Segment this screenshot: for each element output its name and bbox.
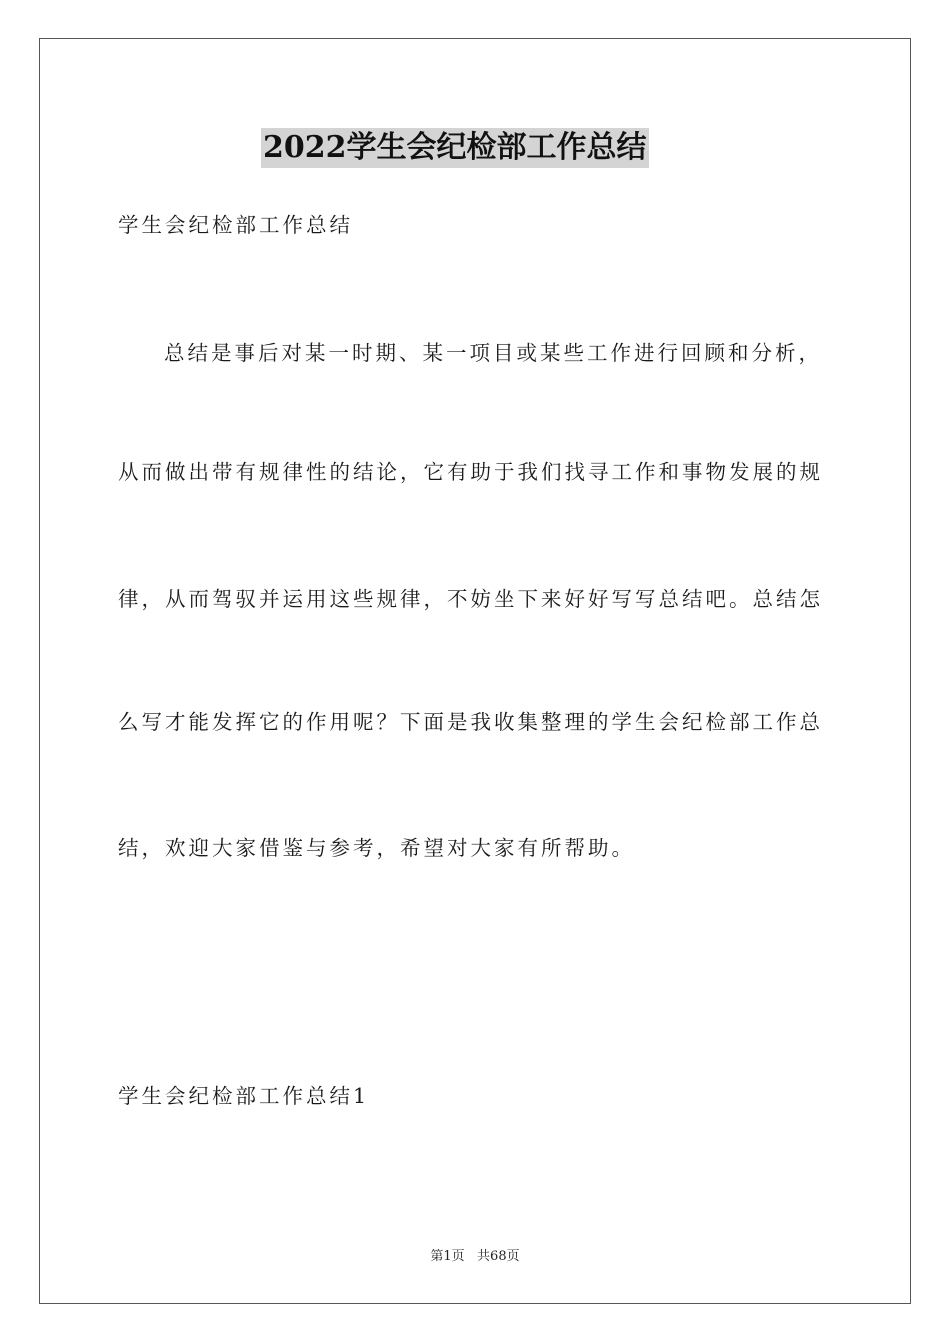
paragraph-line-1: 总结是事后对某一时期、某一项目或某些工作进行回顾和分析， <box>164 341 822 365</box>
paragraph-line-5: 结，欢迎大家借鉴与参考，希望对大家有所帮助。 <box>118 836 635 860</box>
paragraph-line-3: 律，从而驾驭并运用这些规律，不妨坐下来好好写写总结吧。总结怎 <box>118 587 823 611</box>
paragraph-line-4: 么写才能发挥它的作用呢？下面是我收集整理的学生会纪检部工作总 <box>118 710 823 734</box>
document-title: 2022学生会纪检部工作总结 <box>261 128 649 168</box>
document-subtitle: 学生会纪检部工作总结 <box>118 213 353 237</box>
paragraph-line-2: 从而做出带有规律性的结论，它有助于我们找寻工作和事物发展的规 <box>118 460 823 484</box>
page-footer: 第1页 共68页 <box>430 1249 520 1264</box>
section-heading: 学生会纪检部工作总结1 <box>118 1084 370 1108</box>
